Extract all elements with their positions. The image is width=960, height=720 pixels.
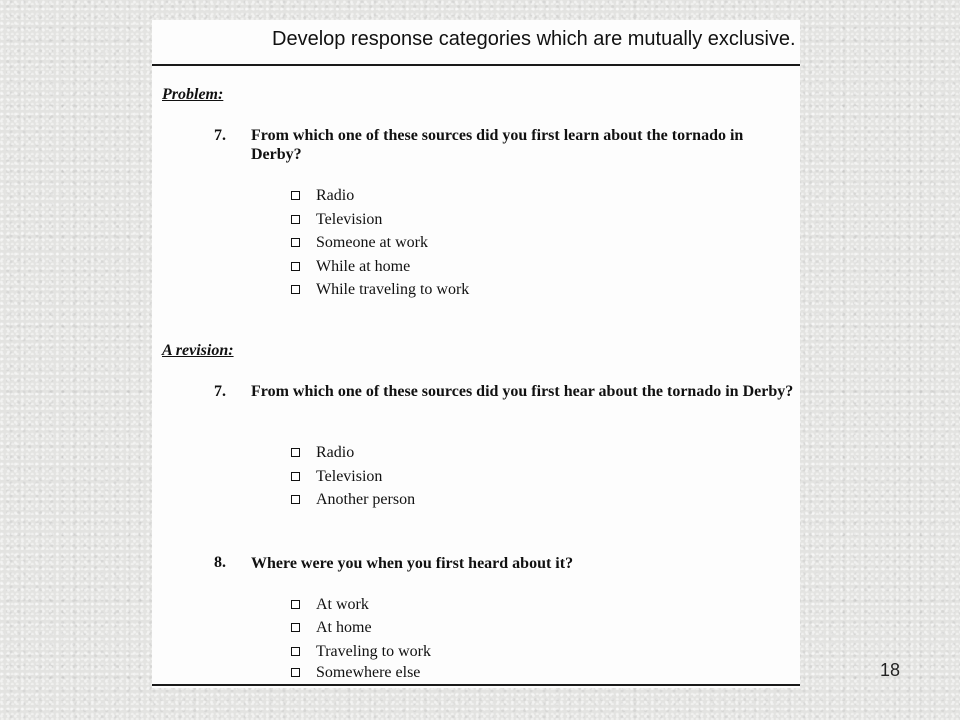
revision-question-text: Where were you when you first heard about it? bbox=[251, 555, 574, 572]
problem-question-text: From which one of these sources did you first learn about the tornado in Derby? bbox=[251, 127, 744, 163]
revision-question-number: 7. bbox=[214, 383, 226, 400]
checkbox-icon bbox=[291, 623, 300, 632]
checkbox-icon bbox=[291, 600, 300, 609]
top-rule bbox=[152, 64, 800, 66]
checkbox-icon bbox=[291, 448, 300, 457]
checkbox-icon bbox=[291, 215, 300, 224]
document-title: Develop response categories which are mutually exclusive. bbox=[272, 28, 796, 50]
revision-label: A revision: bbox=[162, 342, 234, 359]
checkbox-icon bbox=[291, 238, 300, 247]
checkbox-icon bbox=[291, 647, 300, 656]
problem-label: Problem: bbox=[162, 86, 224, 103]
checkbox-icon bbox=[291, 668, 300, 677]
checkbox-icon bbox=[291, 495, 300, 504]
bottom-rule bbox=[152, 684, 800, 686]
document-page: Develop response categories which are mutually exclusive. Problem: 7. From which one of these sources did you first learn about the tornado in Derby? Radio Television Someone at work While at home While traveling to work A revision: 7. From which one of these sources did you first hear about the tornado in Derby? Radio Television Another person 8. Where were you when you first heard about it? At work At home Traveling to work Somewhere else bbox=[152, 20, 800, 688]
checkbox-icon bbox=[291, 285, 300, 294]
revision-question-number: 8. bbox=[214, 554, 226, 571]
problem-question-number: 7. bbox=[214, 127, 226, 144]
checkbox-icon bbox=[291, 472, 300, 481]
checkbox-icon bbox=[291, 191, 300, 200]
slide-number: 18 bbox=[880, 660, 901, 680]
checkbox-icon bbox=[291, 262, 300, 271]
revision-question-text: From which one of these sources did you first hear about the tornado in Derby? bbox=[251, 383, 794, 400]
